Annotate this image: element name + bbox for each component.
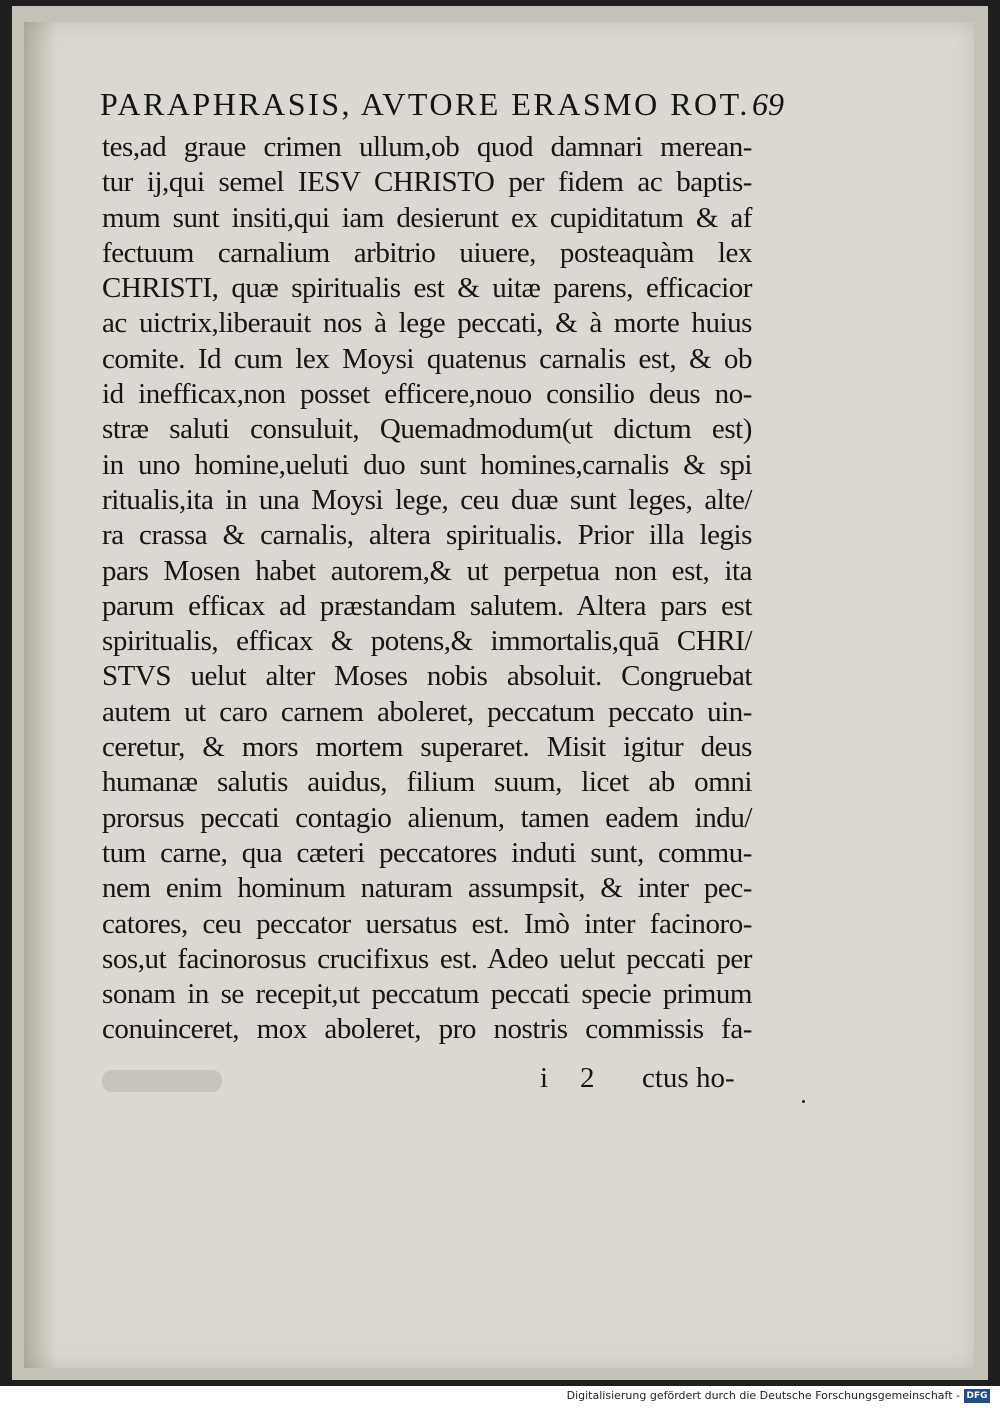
- text-line: tur ij,qui semel IESV CHRISTO per fidem ac baptis-: [102, 166, 752, 199]
- text-block: [102, 130, 752, 1048]
- text-line: sos,ut facinorosus crucifixus est. Adeo uelut peccati per: [102, 942, 752, 975]
- catchword: ctus ho-: [642, 1062, 735, 1094]
- running-head: PARAPHRASIS, AVTORE ERASMO ROT.: [100, 86, 750, 122]
- text-line: ac uictrix,liberauit nos à lege peccati, & à morte huius: [102, 307, 752, 340]
- text-line: prorsus peccati contagio alienum, tamen eadem indu/: [102, 801, 752, 834]
- text-line: pars Mosen habet autorem,& ut perpetua non est, ita: [102, 554, 752, 587]
- text-line: sonam in se recepit,ut peccatum peccati specie primum: [102, 978, 752, 1011]
- text-line: ra crassa & carnalis, altera spiritualis. Prior illa legis: [102, 519, 752, 552]
- folio-number: 69: [752, 86, 784, 122]
- text-line: ceretur, & mors mortem superaret. Misit igitur deus: [102, 731, 752, 764]
- text-line: catores, ceu peccator uersatus est. Imò inter facinoro-: [102, 907, 752, 940]
- text-line: spiritualis, efficax & potens,& immortalis,quā CHRI/: [102, 625, 752, 658]
- signature-mark-number: 2: [580, 1062, 595, 1094]
- text-line: humanæ salutis auidus, filium suum, licet ab omni: [102, 766, 752, 799]
- text-line: tes,ad graue crimen ullum,ob quod damnari merean-: [102, 131, 752, 163]
- ink-speck: [802, 1100, 805, 1103]
- text-line: in uno homine,ueluti duo sunt homines,carnalis & spi: [102, 448, 752, 481]
- catchword-line: [102, 1062, 752, 1098]
- signature-mark-letter: i: [540, 1062, 549, 1094]
- text-line: ritualis,ita in una Moysi lege, ceu duæ sunt leges, alte/: [102, 483, 752, 516]
- text-line: stræ saluti consuluit, Quemadmodum(ut dictum est): [102, 413, 752, 446]
- text-line: conuinceret, mox aboleret, pro nostris commissis fa-: [102, 1013, 752, 1046]
- ink-smudge: [102, 1070, 222, 1092]
- digitization-credit: Digitalisierung gefördert durch die Deutsche Forschungsgemeinschaft -: [566, 1389, 960, 1402]
- text-line: nem enim hominum naturam assumpsit, & inter pec-: [102, 872, 752, 905]
- text-line: mum sunt insiti,qui iam desierunt ex cupiditatum & af: [102, 201, 752, 234]
- page-gutter-shadow: [24, 22, 58, 1368]
- text-line: fectuum carnalium arbitrio uiuere, posteaquàm lex: [102, 236, 752, 269]
- text-line: STVS uelut alter Moses nobis absoluit. Congruebat: [102, 660, 752, 693]
- text-line: autem ut caro carnem aboleret, peccatum peccato uin-: [102, 695, 752, 728]
- text-line: tum carne, qua cæteri peccatores induti sunt, commu-: [102, 836, 752, 869]
- text-line: parum efficax ad præstandam salutem. Altera pars est: [102, 589, 752, 622]
- dfg-logo: DFG: [964, 1389, 990, 1403]
- credit-bar: [0, 1386, 1000, 1408]
- text-line: CHRISTI, quæ spiritualis est & uitæ parens, efficacior: [102, 272, 752, 305]
- text-line: comite. Id cum lex Moysi quatenus carnalis est, & ob: [102, 342, 752, 375]
- text-line: id inefficax,non posset efficere,nouo consilio deus no-: [102, 378, 752, 411]
